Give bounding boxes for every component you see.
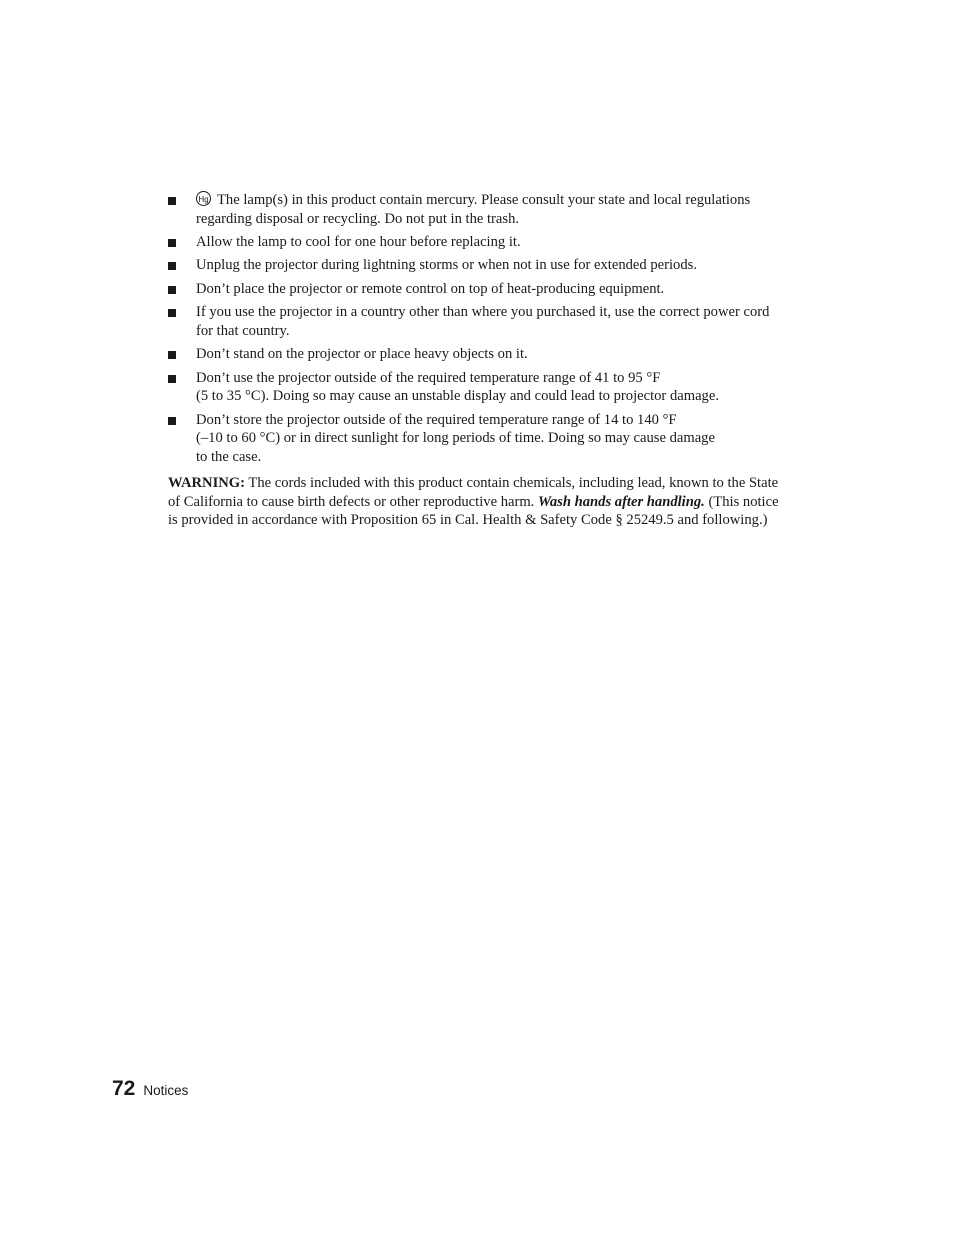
warning-label: WARNING: <box>168 475 246 492</box>
list-item <box>168 345 788 364</box>
warning-text: The cords included with this product contain chemicals, including lead, known to the State of California to cause birth defects or other reproductive harm. <box>168 475 779 510</box>
list-item-line: Don’t use the projector outside of the required temperature range of 41 to 95 °F <box>196 369 661 386</box>
list-item <box>168 191 788 228</box>
square-bullet-icon <box>168 262 176 270</box>
list-item <box>168 303 788 340</box>
square-bullet-icon <box>168 375 176 383</box>
section-name: Notices <box>143 1083 189 1098</box>
list-item-text: Don’t place the projector or remote control on top of heat-producing equipment. <box>196 280 665 297</box>
square-bullet-icon <box>168 417 176 425</box>
list-item-line: (–10 to 60 °C) or in direct sunlight for long periods of time. Doing so may cause damage <box>196 430 715 447</box>
list-item-text: Unplug the projector during lightning storms or when not in use for extended periods. <box>196 257 697 274</box>
list-item-line: (5 to 35 °C). Doing so may cause an unstable display and could lead to projector damage. <box>196 388 719 405</box>
page-footer <box>112 1077 188 1101</box>
warning-emphasis: Wash hands after handling. <box>537 493 705 510</box>
page-number: 72 <box>112 1077 136 1100</box>
square-bullet-icon <box>168 239 176 247</box>
list-item-text: Allow the lamp to cool for one hour before replacing it. <box>196 233 521 250</box>
list-item-text: The lamp(s) in this product contain mercury. Please consult your state and local regulations regarding disposal or recycling. Do not put in the trash. <box>196 192 751 227</box>
list-item-line: to the case. <box>196 448 262 465</box>
list-item-text: If you use the projector in a country other than where you purchased it, use the correct power cord for that country. <box>196 304 770 339</box>
square-bullet-icon <box>168 351 176 359</box>
list-item-text: Don’t stand on the projector or place heavy objects on it. <box>196 346 528 363</box>
list-item <box>168 256 788 275</box>
square-bullet-icon <box>168 286 176 294</box>
safety-bullet-list <box>168 191 788 466</box>
list-item <box>168 369 788 406</box>
notice-content <box>168 191 788 545</box>
list-item-line: Don’t store the projector outside of the required temperature range of 14 to 140 °F <box>196 411 677 428</box>
square-bullet-icon <box>168 309 176 317</box>
square-bullet-icon <box>168 197 176 205</box>
warning-text-end: (This notice is provided in accordance with Proposition 65 in Cal. Health & Safety Code § 25249.5 and following.) <box>168 493 779 529</box>
list-item <box>168 411 788 467</box>
list-item <box>168 280 788 299</box>
list-item <box>168 233 788 252</box>
prop65-warning <box>168 474 788 530</box>
mercury-hg-icon: Hg <box>196 191 211 206</box>
